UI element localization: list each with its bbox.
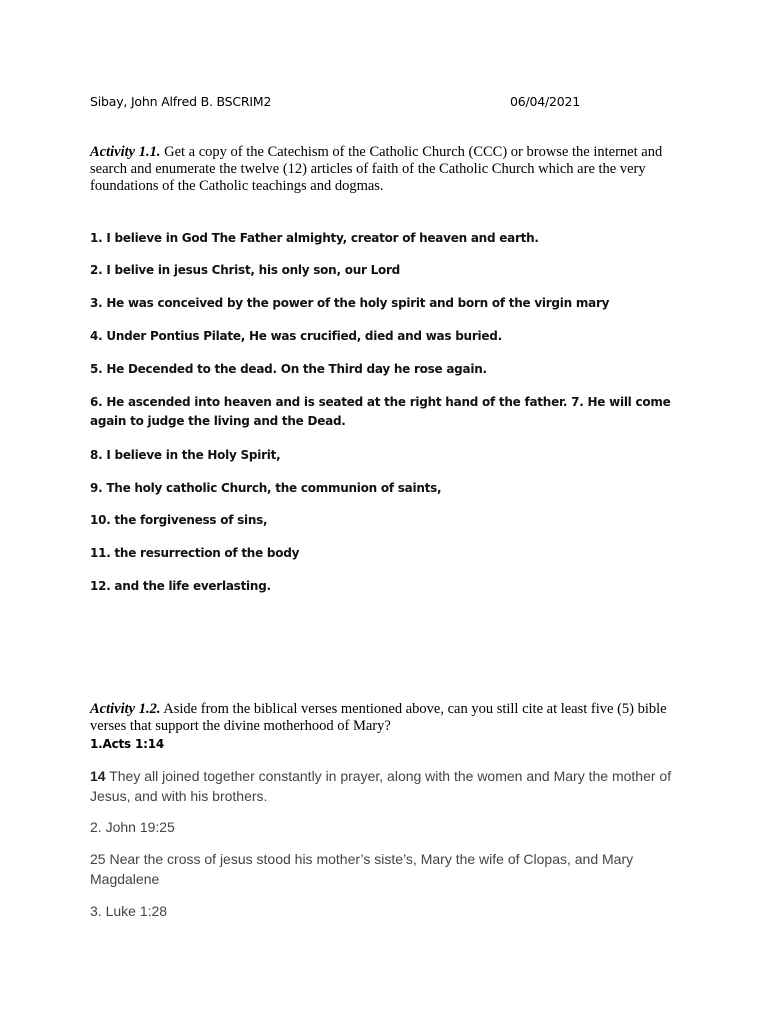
- article-5: 5. He Decended to the dead. On the Third day he rose again.: [90, 362, 487, 376]
- activity-1-2-text: Aside from the biblical verses mentioned above, can you still cite at least five (5) bible verses that support the divine motherhood of Mary?: [90, 701, 667, 734]
- verse-body-acts: They all joined together constantly in prayer, along with the women and Mary the mother of Jesus, and with his brothers.: [90, 768, 672, 804]
- activity-1-1-prompt: [90, 144, 680, 195]
- activity-1-2-prompt: [90, 701, 680, 735]
- article-8: 8. I believe in the Holy Spirit,: [90, 448, 281, 462]
- article-2: 2. I belive in jesus Christ, his only son, our Lord: [90, 263, 400, 277]
- student-name-course: Sibay, John Alfred B. BSCRIM2: [90, 94, 272, 109]
- article-10: 10. the forgiveness of sins,: [90, 513, 268, 527]
- activity-1-1-text: Get a copy of the Catechism of the Catholic Church (CCC) or browse the internet and search and enumerate the twelve (12) articles of faith of the Catholic Church which are the very foundations of the Catholic teachings and dogmas.: [90, 144, 663, 194]
- article-6-7: 6. He ascended into heaven and is seated at the right hand of the father. 7. He will come again to judge the living and the Dead.: [90, 395, 671, 428]
- article-9: 9. The holy catholic Church, the communion of saints,: [90, 481, 442, 495]
- verse-ref-acts: 1.Acts 1:14: [90, 737, 165, 751]
- verse-ref-luke: 3. Luke 1:28: [90, 903, 168, 919]
- article-3: 3. He was conceived by the power of the holy spirit and born of the virgin mary: [90, 296, 610, 310]
- activity-1-1-label: Activity 1.1.: [90, 144, 161, 160]
- article-1: 1. I believe in God The Father almighty, creator of heaven and earth.: [90, 231, 539, 245]
- verse-text-acts: [90, 766, 680, 806]
- verse-ref-john: 2. John 19:25: [90, 819, 175, 835]
- activity-1-2-label: Activity 1.2.: [90, 701, 161, 717]
- verse-text-john: 25 Near the cross of jesus stood his mother’s siste’s, Mary the wife of Clopas, and Mary Magdalene: [90, 851, 634, 887]
- article-4: 4. Under Pontius Pilate, He was crucified, died and was buried.: [90, 329, 502, 343]
- verse-number-14: 14: [90, 768, 106, 784]
- submission-date: 06/04/2021: [510, 94, 581, 109]
- article-11: 11. the resurrection of the body: [90, 546, 300, 560]
- article-12: 12. and the life everlasting.: [90, 579, 271, 593]
